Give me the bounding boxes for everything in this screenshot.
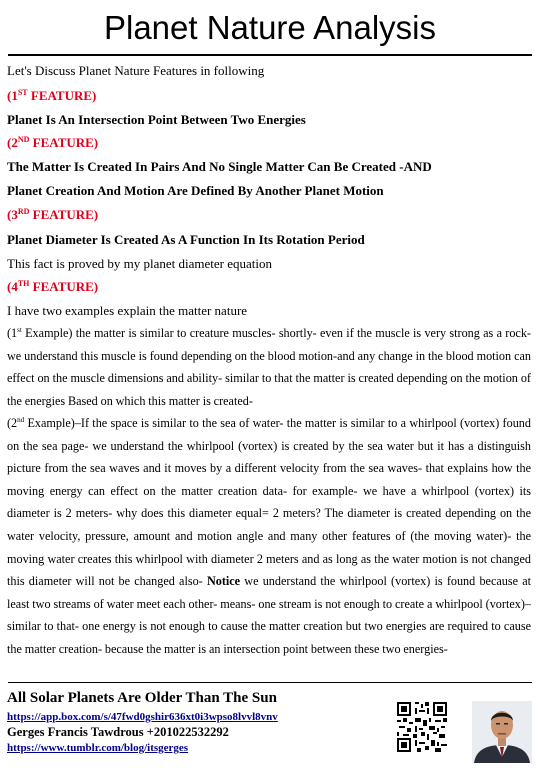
intro-text: Let's Discuss Planet Nature Features in following (7, 63, 265, 78)
feature-3-note: This fact is proved by my planet diameter equation (7, 256, 272, 271)
feature-4-heading: (4TH FEATURE) (7, 279, 99, 294)
feature-1-heading: (1ST FEATURE) (7, 88, 97, 103)
example-2-paragraph: (2nd Example)–If the space is similar to the sea of water- the matter is similar to a whirlpool (vortex) found on the sea page- we understand the whirlpool (vortex) is created by the sea water but it has a distinguish picture from the sea waves and it moves by a different velocity from the sea waves- that explains how the moving energy can effect on the matter creation data- for example- we have a whirlpool (vortex) its diameter is 2 meters- why does this diameter equal= 2 meters? The diameter is created depending on the water velocity, pressure, amount and motion angle and many other features of (the moving water)- the moving water creates this whirlpool with diameter 2 meters and as long as the water motion is not changed this diameter will not be changed also- Notice we understand the whirlpool (vortex) is found because at least two streams of water meet each other- means- one stream is not enough to create a whirlpool (vortex)– similar to that- one energy is not enough to cause the matter creation but two energies are required to cause the matter creation- because the matter is an intersection point between these two energies- (7, 416, 531, 656)
feature-1-statement: Planet Is An Intersection Point Between Two Energies (7, 112, 306, 127)
feature-2-heading: (2ND FEATURE) (7, 135, 99, 150)
feature-3-heading: (3RD FEATURE) (7, 207, 99, 222)
example-1-paragraph: (1st Example) the matter is similar to creature muscles- shortly- even if the muscle is very strong as a rock- we understand this muscle is found depending on the blood motion-and any change in the blood motion can effect on the muscle dimensions and ability- similar to that the matter is created depending on the motion of the energies Based on which this matter is created- (7, 326, 531, 408)
title-underline (8, 54, 532, 56)
qr-code-icon (397, 702, 447, 752)
author-contact: Gerges Francis Tawdrous +201022532292 (7, 725, 229, 739)
feature-4-intro: I have two examples explain the matter nature (7, 303, 248, 318)
page-title: Planet Nature Analysis (103, 9, 436, 46)
feature-3-statement: Planet Diameter Is Created As A Function In Its Rotation Period (7, 232, 365, 247)
footer-divider (8, 682, 532, 683)
notice-word: Notice (206, 574, 241, 589)
author-photo (472, 701, 532, 763)
footer-headline: All Solar Planets Are Older Than The Sun (7, 690, 277, 706)
box-link[interactable]: https://app.box.com/s/47fwd0gshir636xt0i3wpso8lvvl8vnv (7, 711, 278, 723)
feature-2-statement-b: Planet Creation And Motion Are Defined By Another Planet Motion (7, 183, 384, 198)
tumblr-link[interactable]: https://www.tumblr.com/blog/itsgerges (7, 742, 189, 754)
feature-2-statement-a: The Matter Is Created In Pairs And No Single Matter Can Be Created -AND (7, 159, 432, 174)
